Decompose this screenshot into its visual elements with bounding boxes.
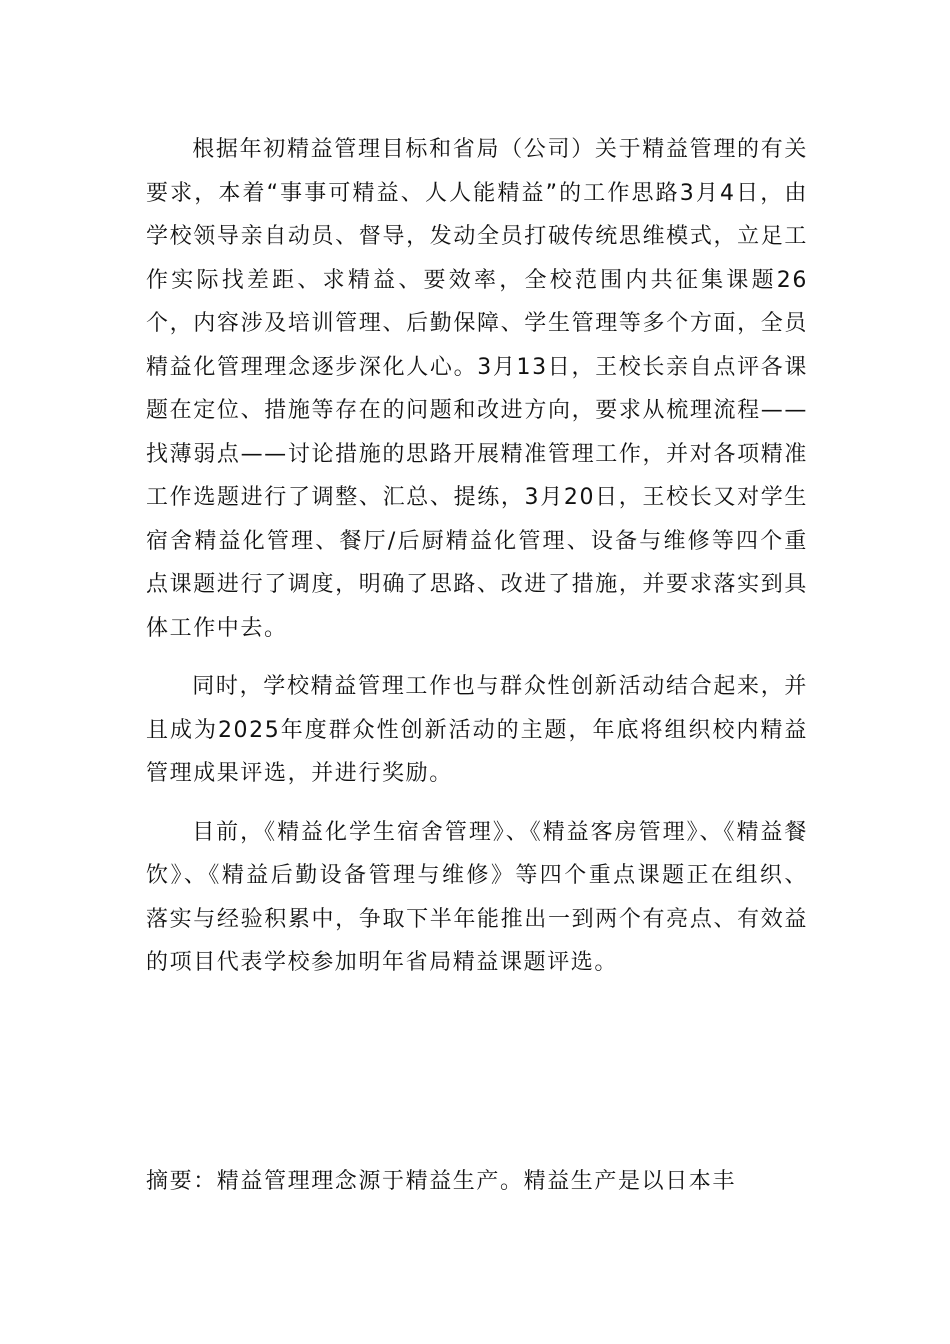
document-body	[146, 128, 808, 985]
paragraph-innovation-activity: 同时，学校精益管理工作也与群众性创新活动结合起来，并且成为2025年度群众性创新活动的主题，年底将组织校内精益管理成果评选，并进行奖励。	[146, 674, 808, 786]
abstract-line: 摘要：精益管理理念源于精益生产。精益生产是以日本丰	[146, 1169, 737, 1194]
paragraph-current-topics: 目前，《精益化学生宿舍管理》、《精益客房管理》、《精益餐饮》、《精益后勤设备管理与维修》等四个重点课题正在组织、落实与经验积累中，争取下半年能推出一到两个有亮点、有效益的项目代表学校参加明年省局精益课题评选。	[146, 819, 808, 975]
paragraph-lean-management-progress: 根据年初精益管理目标和省局（公司）关于精益管理的有关要求，本着“事事可精益、人人能精益”的工作思路3月4日，由学校领导亲自动员、督导，发动全员打破传统思维模式，立足工作实际找差距、求精益、要效率，全校范围内共征集课题26个，内容涉及培训管理、后勤保障、学生管理等多个方面，全员精益化管理理念逐步深化人心。3月13日，王校长亲自点评各课题在定位、措施等存在的问题和改进方向，要求从梳理流程——找薄弱点——讨论措施的思路开展精准管理工作，并对各项精准工作选题进行了调整、汇总、提练，3月20日，王校长又对学生宿舍精益化管理、餐厅/后厨精益化管理、设备与维修等四个重点课题进行了调度，明确了思路、改进了措施，并要求落实到具体工作中去。	[146, 137, 808, 641]
